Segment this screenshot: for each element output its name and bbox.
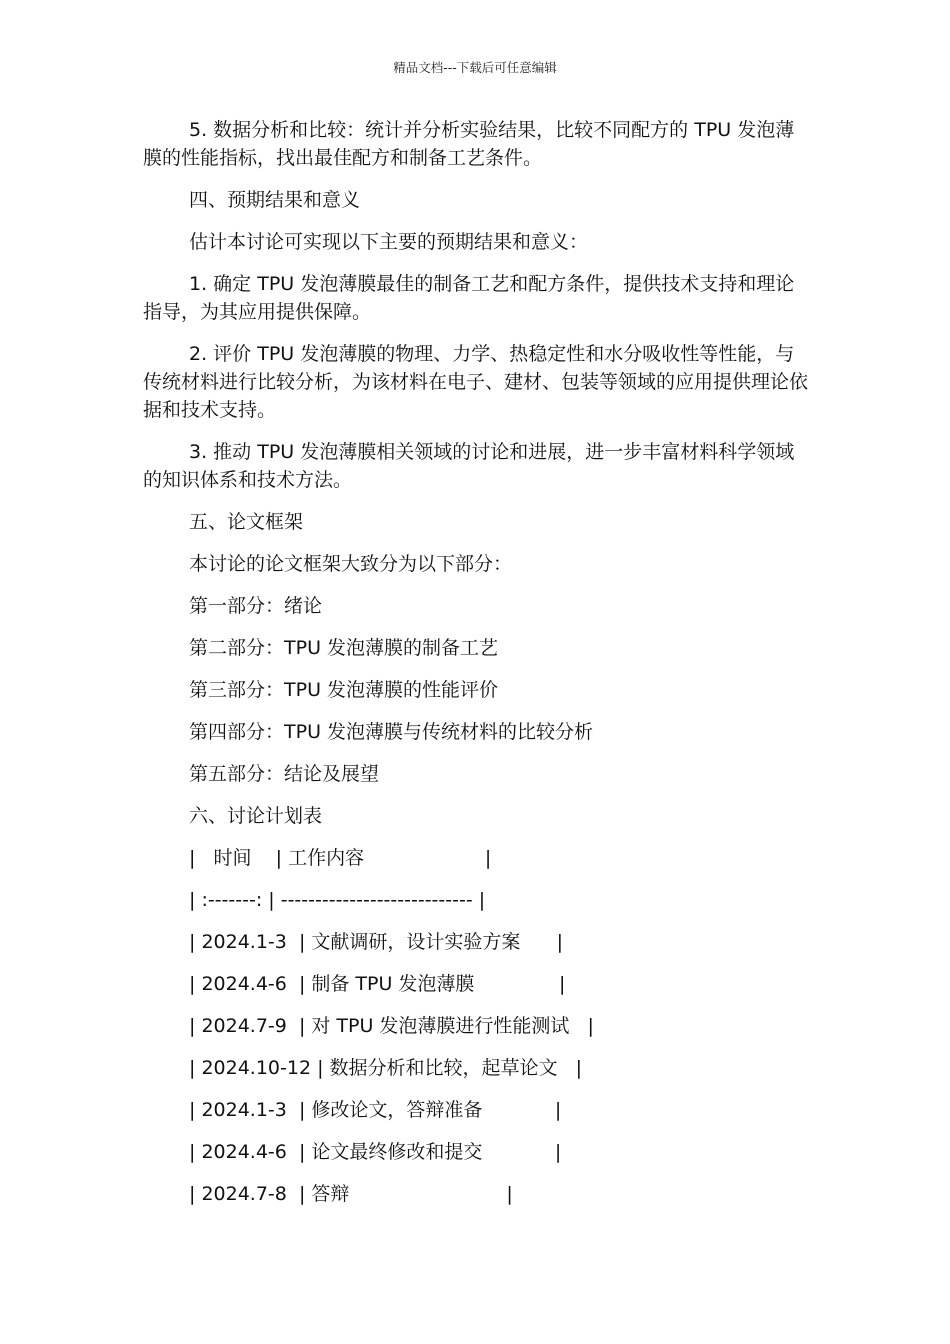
paragraph-expected-3: 3. 推动 TPU 发泡薄膜相关领域的讨论和进展，进一步丰富材料科学领域的知识体系和技术方法。 [143,441,795,491]
section-heading-plan: 六、讨论计划表 [189,805,323,827]
framework-part-2: 第二部分：TPU 发泡薄膜的制备工艺 [189,637,499,659]
table-row: | 2024.1-3 | 修改论文，答辩准备 | [189,1099,562,1121]
paragraph-data-analysis: 5. 数据分析和比较：统计并分析实验结果，比较不同配方的 TPU 发泡薄膜的性能指标，找出最佳配方和制备工艺条件。 [143,119,795,169]
table-separator-line: | :-------: | ---------------------------- | [189,889,486,911]
table-row: | 2024.4-6 | 论文最终修改和提交 | [189,1141,562,1163]
framework-part-1: 第一部分：绪论 [189,595,323,617]
section-heading-expected-results: 四、预期结果和意义 [189,189,361,211]
paragraph-framework-intro: 本讨论的论文框架大致分为以下部分： [189,553,513,575]
paragraph-expected-1: 1. 确定 TPU 发泡薄膜最佳的制备工艺和配方条件，提供技术支持和理论指导，为其应用提供保障。 [143,273,795,323]
table-row: | 2024.7-8 | 答辩 | [189,1183,513,1205]
table-row: | 2024.7-9 | 对 TPU 发泡薄膜进行性能测试 | [189,1015,594,1037]
framework-part-4: 第四部分：TPU 发泡薄膜与传统材料的比较分析 [189,721,594,743]
paragraph-expected-intro: 估计本讨论可实现以下主要的预期结果和意义： [189,231,589,253]
table-row: | 2024.10-12 | 数据分析和比较，起草论文 | [189,1057,583,1079]
table-row: | 2024.4-6 | 制备 TPU 发泡薄膜 | [189,973,566,995]
table-header-line: | 时间 | 工作内容 | [189,847,492,869]
framework-part-3: 第三部分：TPU 发泡薄膜的性能评价 [189,679,499,701]
page-header: 精品文档---下载后可任意编辑 [393,60,557,75]
table-row: | 2024.1-3 | 文献调研，设计实验方案 | [189,931,564,953]
framework-part-5: 第五部分：结论及展望 [189,763,380,785]
section-heading-framework: 五、论文框架 [189,511,304,533]
document-body [143,116,813,1222]
paragraph-expected-2: 2. 评价 TPU 发泡薄膜的物理、力学、热稳定性和水分吸收性等性能，与传统材料进行比较分析，为该材料在电子、建材、包装等领域的应用提供理论依据和技术支持。 [143,343,809,421]
